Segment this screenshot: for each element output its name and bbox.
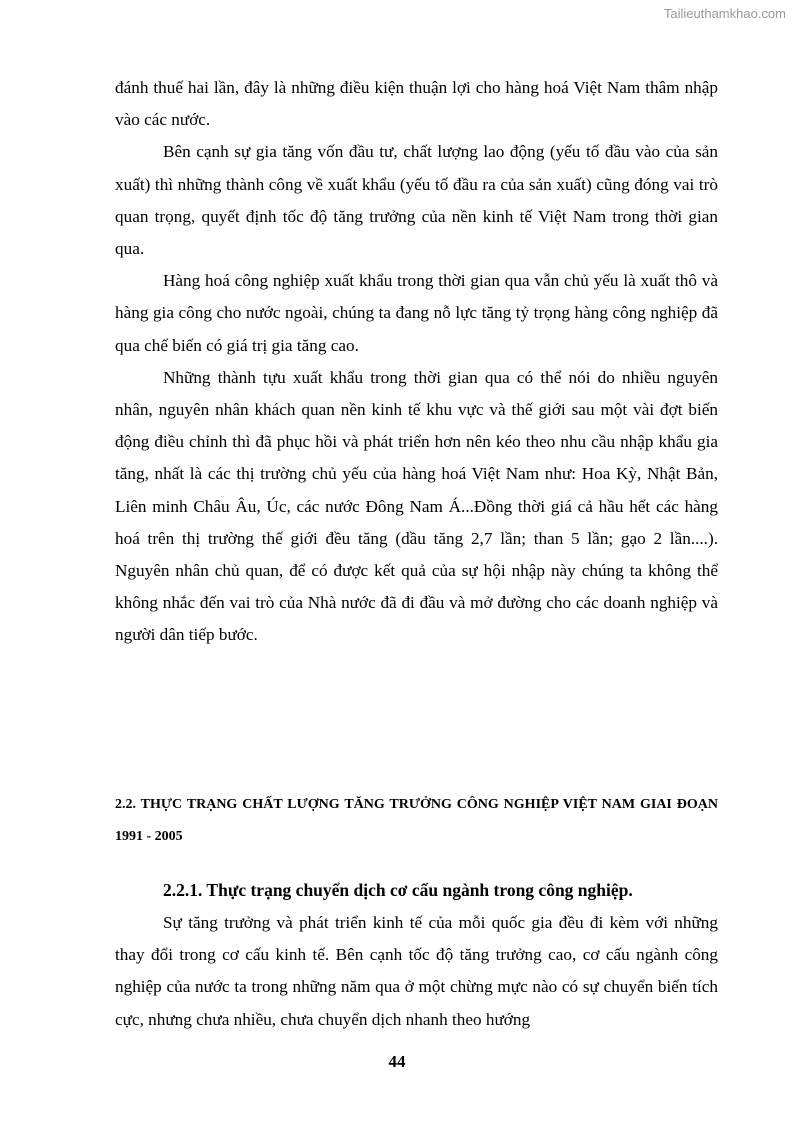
- section-body: [115, 907, 718, 1036]
- watermark: Tailieuthamkhao.com: [663, 6, 786, 21]
- paragraph-export-causes: Những thành tựu xuất khẩu trong thời gian qua có thể nói do nhiều nguyên nhân, nguyên nhân khách quan nền kinh tế khu vực và thế giới sau một vài đợt biến động điều chỉnh thì đã phục hồi và phát triển hơn nên kéo theo nhu cầu nhập khẩu gia tăng, nhất là các thị trường chủ yếu của hàng hoá Việt Nam như: Hoa Kỳ, Nhật Bản, Liên minh Châu Âu, Úc, các nước Đông Nam Á...Đồng thời giá cả hầu hết các hàng hoá trên thị trường thế giới đều tăng (dầu tăng 2,7 lần; than 5 lần; gạo 2 lần....). Nguyên nhân chủ quan, để có được kết quả của sự hội nhập này chúng ta không thể không nhắc đến vai trò của Nhà nước đã đi đầu và mở đường cho các doanh nghiệp và người dân tiếp bước.: [115, 367, 718, 645]
- paragraph-export-success: Bên cạnh sự gia tăng vốn đầu tư, chất lượng lao động (yếu tố đầu vào của sản xuất) thì những thành công về xuất khẩu (yếu tố đầu ra của sản xuất) cũng đóng vai trò quan trọng, quyết định tốc độ tăng trưởng của nền kinh tế Việt Nam trong thời gian qua.: [115, 142, 718, 259]
- paragraph-continued: đánh thuế hai lần, đây là những điều kiện thuận lợi cho hàng hoá Việt Nam thâm nhập vào các nước.: [115, 78, 718, 130]
- section-heading: 2.2. THỰC TRẠNG CHẤT LƯỢNG TĂNG TRƯỞNG CÔNG NGHIỆP VIỆT NAM GIAI ĐOẠN 1991 - 2005: [115, 797, 718, 844]
- sub-heading: 2.2.1. Thực trạng chuyển dịch cơ cấu ngành trong công nghiệp.: [163, 880, 633, 900]
- body-text: [115, 72, 718, 652]
- paragraph-industrial-exports: Hàng hoá công nghiệp xuất khẩu trong thời gian qua vẫn chủ yếu là xuất thô và hàng gia công cho nước ngoài, chúng ta đang nỗ lực tăng tỷ trọng hàng công nghiệp đã qua chế biến có giá trị gia tăng cao.: [115, 271, 718, 355]
- paragraph-structural-shift: Sự tăng trưởng và phát triển kinh tế của mỗi quốc gia đều đi kèm với những thay đổi trong cơ cấu kinh tế. Bên cạnh tốc độ tăng trưởng cao, cơ cấu ngành công nghiệp của nước ta trong những năm qua ở một chừng mực nào có sự chuyển biến tích cực, nhưng chưa nhiều, chưa chuyển dịch nhanh theo hướng: [115, 913, 718, 1029]
- page-number: 44: [388, 1052, 406, 1071]
